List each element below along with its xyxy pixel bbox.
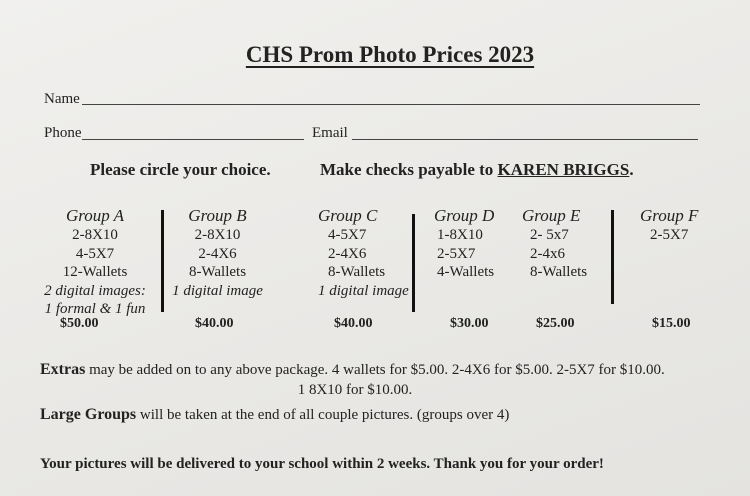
group-d-item: 2-5X7 bbox=[437, 245, 476, 262]
group-a-price: $50.00 bbox=[60, 316, 99, 331]
group-c-item: 4-5X7 bbox=[328, 227, 367, 243]
group-a-item: 12-Wallets bbox=[62, 264, 128, 280]
group-f[interactable] bbox=[640, 206, 720, 245]
group-d-item: 1-8X10 bbox=[437, 227, 483, 243]
email-label: Email bbox=[312, 125, 348, 141]
group-b-note: 1 digital image bbox=[172, 282, 263, 299]
large-groups-section bbox=[40, 406, 509, 424]
group-c-item: 8-Wallets bbox=[328, 264, 386, 280]
group-d-item: 4-Wallets bbox=[437, 264, 495, 280]
group-a-title: Group A bbox=[65, 206, 125, 225]
group-c-item: 2-4X6 bbox=[328, 245, 367, 262]
group-c[interactable] bbox=[318, 206, 418, 300]
extras-label: Extras bbox=[40, 361, 86, 378]
phone-field-line[interactable] bbox=[82, 139, 304, 140]
extras-line-2: 1 8X10 for $10.00. bbox=[297, 382, 413, 398]
group-c-price: $40.00 bbox=[334, 316, 373, 331]
group-e[interactable] bbox=[522, 206, 602, 282]
circle-instruction: Please circle your choice. bbox=[90, 160, 271, 179]
group-e-item: 2- 5x7 bbox=[530, 227, 569, 243]
checks-payee: KAREN BRIGGS bbox=[497, 160, 630, 179]
email-field-line[interactable] bbox=[352, 139, 698, 140]
group-b-item: 8-Wallets bbox=[188, 264, 247, 280]
name-label: Name bbox=[44, 91, 80, 107]
group-a-note: 1 formal & 1 fun bbox=[44, 301, 146, 317]
group-e-item: 2-4x6 bbox=[530, 245, 565, 262]
group-c-title: Group C bbox=[318, 206, 378, 225]
group-d-price: $30.00 bbox=[450, 316, 489, 331]
footer-note: Your pictures will be delivered to your school within 2 weeks. Thank you for your order! bbox=[40, 456, 604, 472]
group-d-title: Group D bbox=[434, 206, 495, 225]
group-a-item: 4-5X7 bbox=[75, 245, 115, 262]
name-field-line[interactable] bbox=[82, 104, 700, 105]
group-b-item: 2-8X10 bbox=[194, 227, 241, 243]
group-a-note: 2 digital images: bbox=[44, 282, 146, 299]
group-e-price: $25.00 bbox=[536, 316, 575, 331]
group-e-item: 8-Wallets bbox=[530, 264, 588, 280]
group-d[interactable] bbox=[434, 206, 514, 282]
group-a-item: 2-8X10 bbox=[72, 227, 118, 243]
large-groups-text: will be taken at the end of all couple pictures. (groups over 4) bbox=[139, 407, 510, 423]
group-b-item: 2-4X6 bbox=[198, 245, 237, 262]
column-divider bbox=[611, 210, 614, 304]
column-divider bbox=[161, 210, 164, 312]
checks-instruction bbox=[320, 160, 634, 180]
group-e-title: Group E bbox=[522, 206, 581, 225]
group-b-price: $40.00 bbox=[195, 316, 234, 331]
checks-prefix: Make checks payable to bbox=[320, 160, 494, 179]
page-title: CHS Prom Photo Prices 2023 bbox=[245, 42, 535, 67]
phone-label: Phone bbox=[44, 125, 82, 141]
group-c-note: 1 digital image bbox=[318, 282, 409, 299]
checks-suffix: . bbox=[629, 160, 634, 179]
extras-line-1: may be added on to any above package. 4 wallets for $5.00. 2-4X6 for $5.00. 2-5X7 for $10.00. bbox=[89, 362, 665, 378]
column-divider bbox=[412, 214, 415, 312]
group-f-title: Group F bbox=[640, 206, 699, 225]
group-b-title: Group B bbox=[188, 206, 247, 225]
extras-section bbox=[40, 360, 730, 400]
large-groups-label: Large Groups bbox=[40, 406, 137, 423]
group-f-price: $15.00 bbox=[652, 316, 691, 331]
group-a[interactable] bbox=[40, 206, 150, 319]
group-f-item: 2-5X7 bbox=[650, 227, 689, 243]
group-b[interactable] bbox=[165, 206, 270, 300]
